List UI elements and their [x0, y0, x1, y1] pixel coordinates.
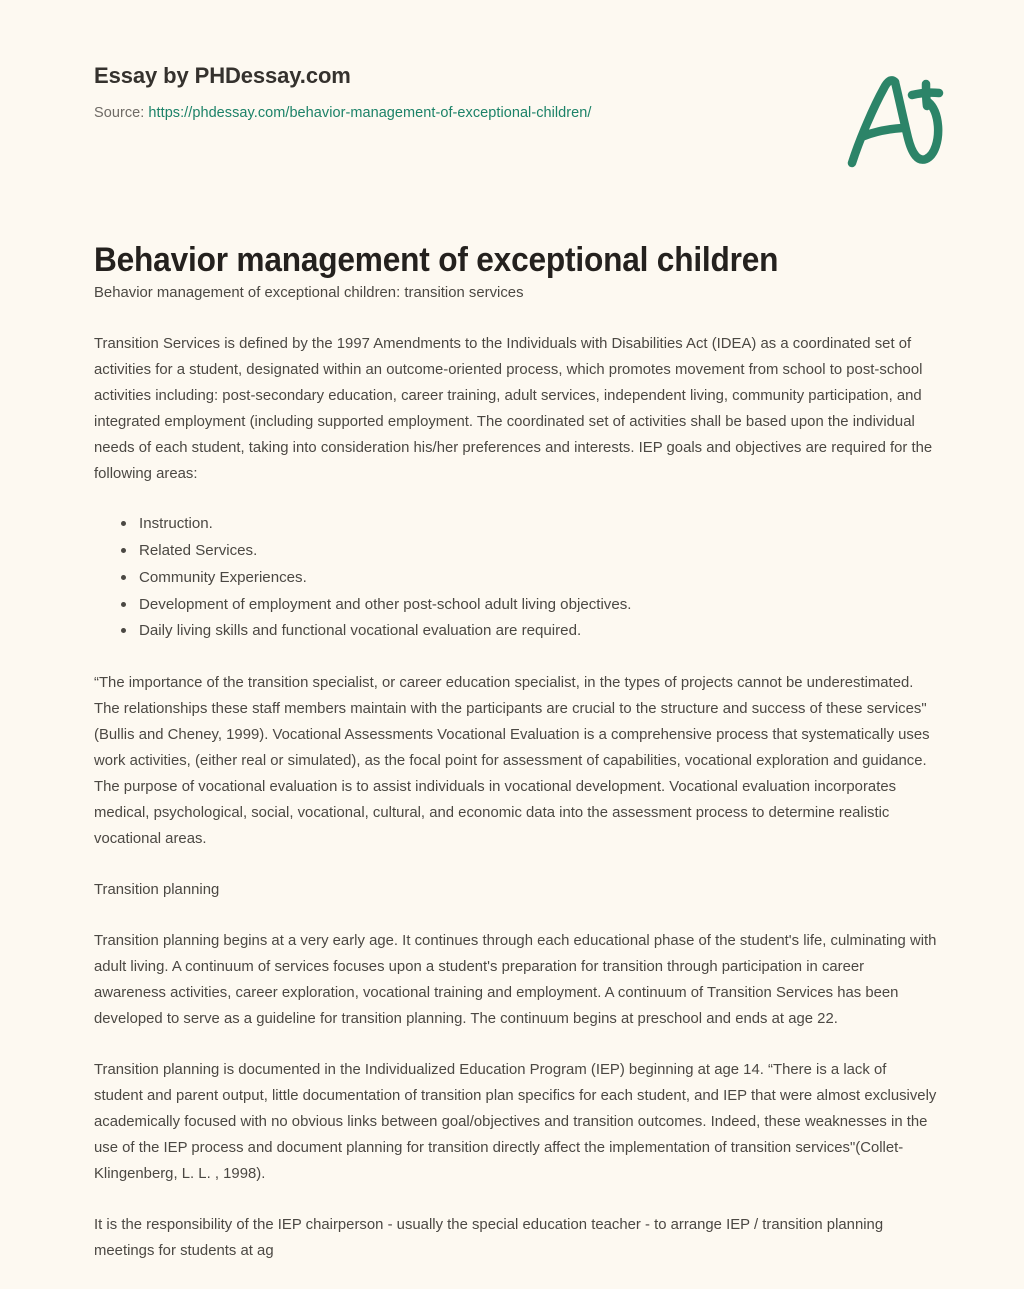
iep-areas-list	[94, 511, 950, 645]
page-title: Behavior management of exceptional children	[94, 240, 779, 279]
list-item: Community Experiences.	[94, 565, 950, 591]
source-line	[94, 103, 950, 123]
list-item: Development of employment and other post-school adult living objectives.	[94, 592, 950, 618]
paragraph-3: Transition planning begins at a very early age. It continues through each educational phase of the student's life, culminating with adult living. A continuum of services focuses upon a student's preparation for transition through participation in career awareness activities, career exploration, vocational training and employment. A continuum of Transition Services has been developed to serve as a guideline for transition planning. The continuum begins at preschool and ends at age 22.	[94, 932, 937, 1027]
paragraph-4: Transition planning is documented in the Individualized Education Program (IEP) beginning at age 14. “There is a lack of student and parent output, little documentation of transition plan specifics for each student, and IEP that were almost exclusively academically focused with no obvious links between goal/objectives and transition outcomes. Indeed, these weaknesses in the use of the IEP process and document planning for transition directly affect the implementation of transition services"(Collet-Klingenberg, L. L. , 1998).	[94, 1060, 937, 1182]
a-plus-logo	[840, 66, 950, 174]
list-item: Related Services.	[94, 538, 950, 564]
paragraph-5: It is the responsibility of the IEP chairperson - usually the special education teacher - to arrange IEP / transition planning meetings for students at ag	[94, 1215, 884, 1259]
source-url-link[interactable]: https://phdessay.com/behavior-management-of-exceptional-children/	[148, 104, 592, 121]
paragraph-1: Transition Services is defined by the 1997 Amendments to the Individuals with Disabilities Act (IDEA) as a coordinated set of activities for a student, designated within an outcome-oriented process, which promotes movement from school to post-school activities including: post-secondary education, career training, adult services, independent living, community participation, and integrated employment (including supported employment. The coordinated set of activities shall be based upon the individual needs of each student, taking into consideration his/her preferences and interests. IEP goals and objectives are required for the following areas:	[94, 334, 933, 482]
document-header	[94, 62, 950, 123]
list-item: Instruction.	[94, 511, 950, 537]
article-subtitle: Behavior management of exceptional children: transition services	[94, 284, 524, 301]
article-body	[94, 280, 950, 1289]
list-item: Daily living skills and functional vocational evaluation are required.	[94, 618, 950, 644]
section-heading-transition-planning: Transition planning	[94, 881, 220, 899]
brand-title: Essay by PHDessay.com	[94, 63, 351, 88]
paragraph-2: “The importance of the transition specialist, or career education specialist, in the types of projects cannot be underestimated. The relationships these staff members maintain with the participants are crucial to the structure and success of these services"(Bullis and Cheney, 1999). Vocational Assessments Vocational Evaluation is a comprehensive process that systematically uses work activities, (either real or simulated), as the focal point for assessment of capabilities, vocational exploration and guidance. The purpose of vocational evaluation is to assist individuals in vocational development. Vocational evaluation incorporates medical, psychological, social, vocational, cultural, and economic data into the assessment process to determine realistic vocational areas.	[94, 674, 930, 848]
source-label: Source:	[94, 104, 145, 121]
